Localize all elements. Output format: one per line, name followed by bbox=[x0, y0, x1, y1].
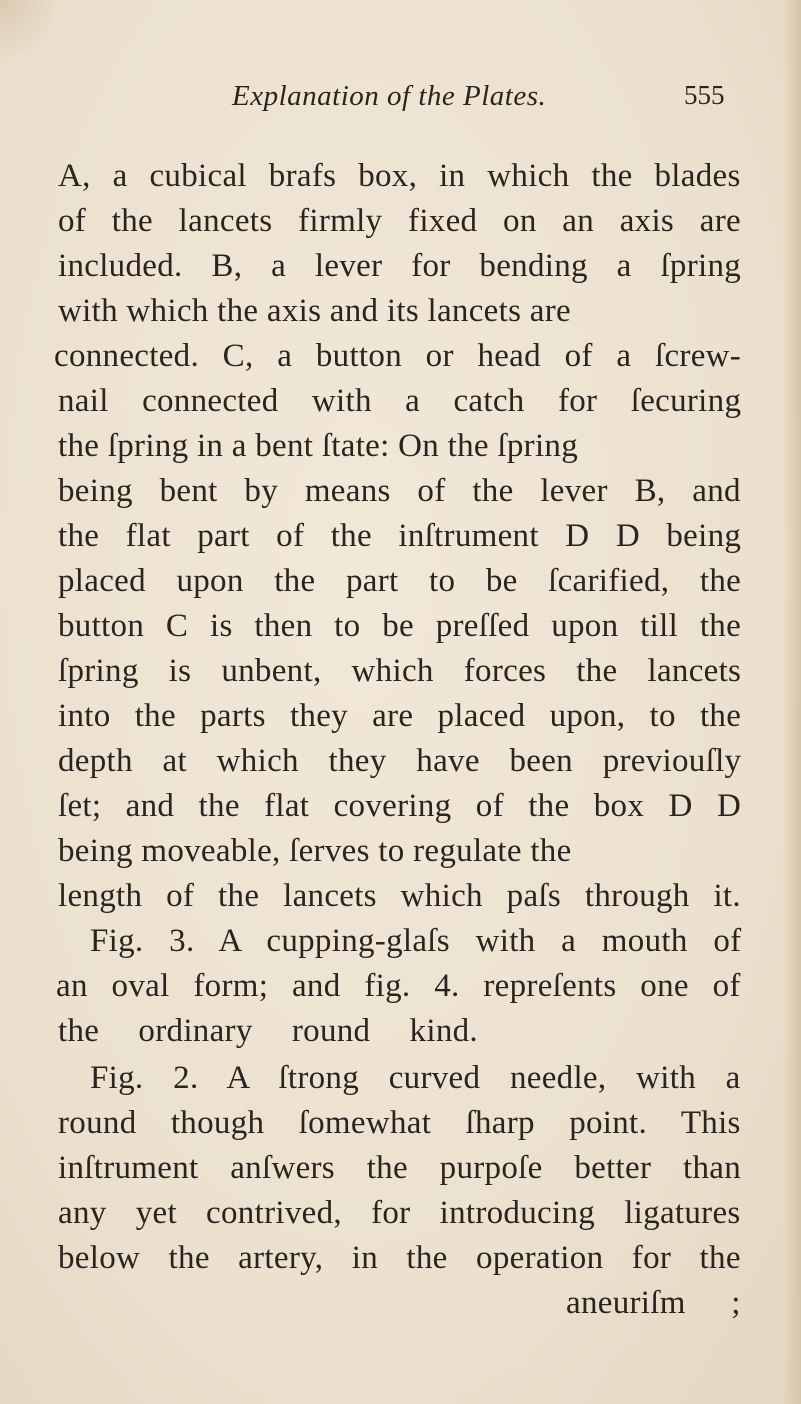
running-title: Explanation of the Plates. bbox=[232, 80, 547, 112]
page-number: 555 bbox=[684, 80, 725, 110]
text-line: ſpring is unbent, which forces the lancets bbox=[58, 653, 742, 689]
text-line: any yet contrived, for introducing ligatures bbox=[58, 1195, 741, 1231]
page-edge-shadow bbox=[783, 0, 801, 1404]
text-line: of the lancets firmly fixed on an axis are bbox=[58, 203, 741, 239]
text-line: an oval form; and fig. 4. repreſents one of bbox=[56, 968, 741, 1004]
text-line: A, a cubical brafs box, in which the blades bbox=[58, 158, 741, 194]
text-line: into the parts they are placed upon, to the bbox=[58, 698, 742, 734]
text-line: below the artery, in the operation for the bbox=[58, 1240, 741, 1276]
text-line: nail connected with a catch for ſecuring bbox=[58, 383, 742, 419]
text-line: Fig. 2. A ſtrong curved needle, with a bbox=[90, 1060, 741, 1096]
text-line: round though ſomewhat ſharp point. This bbox=[58, 1105, 741, 1141]
page-corner-shadow bbox=[0, 0, 60, 60]
text-line: ſet; and the flat covering of the box D D bbox=[58, 788, 742, 824]
text-line: included. B, a lever for bending a ſpring bbox=[58, 248, 742, 284]
text-line: being bent by means of the lever B, and bbox=[58, 473, 741, 509]
text-line: connected. C, a button or head of a ſcrew- bbox=[54, 338, 742, 374]
text-line: Fig. 3. A cupping-glaſs with a mouth of bbox=[90, 923, 742, 959]
text-line: the ſpring in a bent ſtate: On the ſpring bbox=[58, 428, 579, 464]
text-line: the ordinary round kind. bbox=[58, 1013, 478, 1049]
text-line: the flat part of the inſtrument D D being bbox=[58, 518, 742, 554]
text-line: length of the lancets which paſs through it. bbox=[58, 878, 741, 914]
text-line: placed upon the part to be ſcarified, the bbox=[58, 563, 742, 599]
text-line: inſtrument anſwers the purpoſe better than bbox=[58, 1150, 742, 1186]
text-line: being moveable, ſerves to regulate the bbox=[58, 833, 572, 869]
text-line: depth at which they have been previouſly bbox=[58, 743, 742, 779]
text-line: button C is then to be preſſed upon till the bbox=[58, 608, 742, 644]
text-line: aneuriſm ; bbox=[566, 1285, 741, 1321]
text-line: with which the axis and its lancets are bbox=[58, 293, 571, 329]
